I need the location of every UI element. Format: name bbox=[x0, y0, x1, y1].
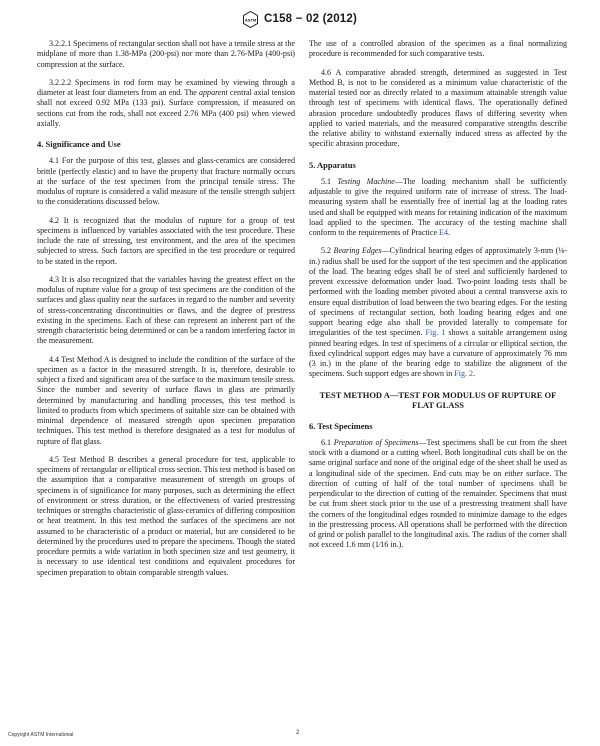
paragraph-3-2-2-2: 3.2.2.2 Specimens in rod form may be examined by viewing through a diameter at least four diameters from an end. The apparent central axial tension shall not exceed 0.92 MPa (133 psi). Surface compression, if measured on sections cut from the rods, shall not exceed 2.76 MPa (400 psi) when viewed axially. bbox=[37, 77, 295, 128]
svg-text:ASTM: ASTM bbox=[244, 17, 257, 22]
test-method-a-heading: TEST METHOD A—TEST FOR MODULUS OF RUPTURE OF FLAT GLASS bbox=[319, 389, 557, 410]
paragraph-4-5: 4.5 Test Method B describes a general procedure for test, applicable to specimens of rectangular or elliptical cross section. This test method is based on the assumption that a comparative measurement of strength on groups of specimens is of significance for many purposes, such as determining the effect of environment or stress duration, or the effectiveness of varied prestressing techniques or strengths characteristic of glass-ceramics of differing composition or heat treatment. In this test method the surfaces of the specimens are not assumed to be characteristic of a product or material, but are considered to be determined by the procedures used to prepare the specimens. Though the stated procedure permits a wide variation in both specimen size and test geometry, it is necessary to use identical test conditions and equivalent procedures for specimen preparation to obtain comparable strength values. bbox=[37, 454, 295, 577]
copyright-notice: Copyright ASTM International bbox=[8, 732, 74, 738]
section-heading-apparatus: 5. Apparatus bbox=[309, 159, 356, 170]
astm-logo-icon bbox=[243, 11, 258, 28]
paragraph-4-3: 4.3 It is also recognized that the variables having the greatest effect on the modulus of rupture value for a group of test specimens are the condition of the surfaces and glass quality near the surfaces in regard to the number and severity of stress-concentrating discontinuities or flaws, and the degree of prestress existing in the specimens. Each of these can represent an inherent part of the strength characteristic being determined or can be a random interfering factor in the measurement. bbox=[37, 274, 295, 346]
paragraph-4-2: 4.2 It is recognized that the modulus of rupture for a group of test specimens is influenced by variables associated with the test procedure. These include the rate of stressing, test environment, and the area of the specimen subjected to stress. Such factors are specified in the test procedure or required to be stated in the report. bbox=[37, 215, 295, 266]
reference-link-e4[interactable]: E4 bbox=[439, 228, 448, 237]
paragraph-5-1: 5.1 Testing Machine—The loading mechanism shall be sufficiently adjustable to give the required uniform rate of increase of stress. The load-measuring system shall be essentially free of inertial lag at the loading rates used and shall be equipped with means for retaining indication of the maximum load applied to the specimen. The accuracy of the testing machine shall conform to the requirements of Practice E4. bbox=[309, 176, 567, 237]
page-header bbox=[0, 6, 600, 32]
left-column bbox=[37, 39, 295, 586]
section-heading-significance: 4. Significance and Use bbox=[37, 139, 121, 149]
paragraph-3-2-2-1: 3.2.2.1 Specimens of rectangular section shall not have a tensile stress at the midplane of more than 1.38-MPa (200-psi) nor more than 2.76-MPa (400-psi) compression at the surface. bbox=[37, 39, 295, 69]
paragraph-4-6: 4.6 A comparative abraded strength, determined as suggested in Test Method B, is not to be considered as a minimum value characteristic of the material tested nor as directly related to a maximum attainable strength value through test of specimens with identical flaws. The operationally defined abrasion procedure undoubtedly produces flaws of differing severity when applied to varied materials, and the measured comparative strengths describe the relative ability to withstand externally induced stress as affected by the specific abrasion procedure. bbox=[309, 67, 567, 149]
paragraph-4-5-continued: The use of a controlled abrasion of the specimen as a final normalizing procedure is recommended for such comparative tests. bbox=[309, 39, 567, 59]
document-designation: C158 − 02 (2012) bbox=[263, 13, 358, 25]
page-number: 2 bbox=[296, 730, 300, 736]
paragraph-6-1: 6.1 Preparation of Specimens—Test specimens shall be cut from the sheet stock with a diamond or a cutting wheel. Both longitudinal cuts shall be on the same original surface and none of the original edge of the sheet shall be used as a longitudinal side of the specimen. End cuts may be on either surface. The direction of cutting of half of the total number of specimens shall be perpendicular to the direction of cutting of the remainder. Specimens that must be cut from sheet stock prior to the use of a prestressing treatment shall have the corners of the longitudinal edges rounded to minimize damage to the edges in the prestressing process. All operations shall be performed with the direction of grind or polish parallel to the longitudinal axis. The radius of the corner shall not exceed 1.6 mm (1⁄16 in.). bbox=[309, 437, 567, 550]
paragraph-5-2: 5.2 Bearing Edges—Cylindrical bearing edges of approximately 3-mm (⅛-in.) radius shall be used for the support of the test specimen and the application of the load. The bearing edges shall be of steel and sufficiently hardened to prevent excessive deformation under load. Two-point loading tests shall be performed with the loading member pivoted about a central transverse axis to ensure equal distribution of load between the two bearing edges. For the testing of specimens of rectangular section, both loading bearing edges and one support bearing edge also shall be provided laterally to compensate for irregularities of the test specimen. Fig. 1 shows a suitable arrangement using pinned bearing edges. In test of specimens of a circular or elliptical section, the fixed cylindrical support edges may have a curvature of approximately 76 mm (3 in.) in the plane of the bearing edge to stabilize the alignment of the specimens. Such support edges are shown in Fig. 2. bbox=[309, 246, 567, 379]
figure-link-fig-1[interactable]: Fig. 1 bbox=[425, 328, 446, 338]
right-column bbox=[309, 39, 567, 559]
figure-link-fig-2[interactable]: Fig. 2 bbox=[454, 369, 474, 379]
section-heading-test-specimens: 6. Test Specimens bbox=[309, 420, 373, 431]
paragraph-4-4: 4.4 Test Method A is designed to include the condition of the surface of the specimen as a factor in the measured strength. It is, therefore, desirable to subject a fixed and significant area of the surface to the maximum tensile stress. Since the number and severity of surface flaws in glass are primarily determined by manufacturing and handling processes, this test method is limited to products from which specimens of suitable size can be obtained with minimal dependence of measured strength upon specimen preparation techniques. This test method is therefore designated as a test for modulus of rupture of flat glass. bbox=[37, 354, 295, 446]
paragraph-4-1: 4.1 For the purpose of this test, glasses and glass-ceramics are considered brittle (perfectly elastic) and to have the property that fracture normally occurs at the surface of the test specimen from the principal tensile stress. The modulus of rupture is considered a valid measure of the tensile strength subject to the considerations discussed below. bbox=[37, 156, 295, 207]
